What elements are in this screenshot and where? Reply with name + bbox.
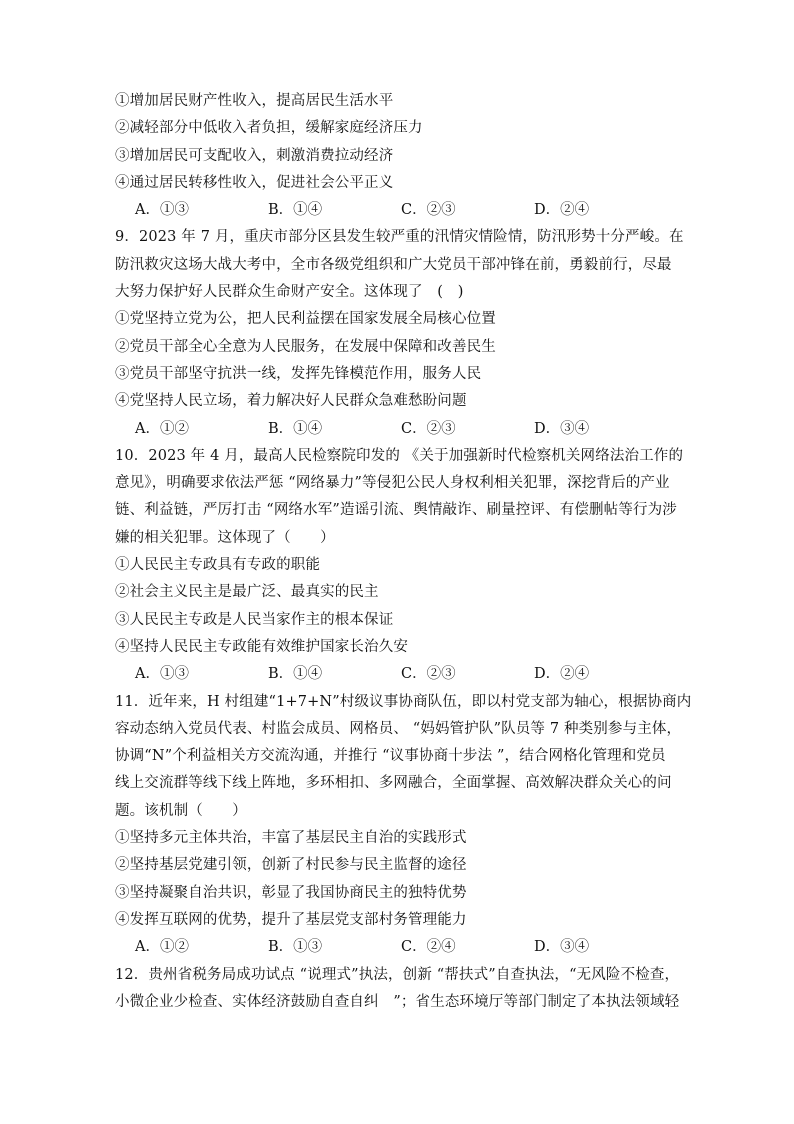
- option-d: D．③④: [534, 939, 590, 956]
- line-24: 协调“N”个利益相关方交流沟通，并推行 “议事协商十步法 ”，结合网格化管理和党员: [115, 748, 666, 765]
- line-30: ④发挥互联网的优势，提升了基层党支部村务管理能力: [115, 911, 467, 928]
- line-1: ②减轻部分中低收入者负担，缓解家庭经济压力: [115, 120, 423, 137]
- line-28: ②坚持基层党建引领，创新了村民参与民主监督的途径: [115, 857, 467, 874]
- line-0: ①增加居民财产性收入，提高居民生活水平: [115, 93, 394, 109]
- line-11: ④党坚持人民立场，着力解决好人民群众急难愁盼问题: [115, 393, 467, 410]
- option-a: A．①②: [135, 420, 189, 437]
- option-b: B．①④: [268, 420, 323, 437]
- option-c: C．②③: [401, 666, 456, 683]
- option-c: C．②④: [401, 939, 456, 956]
- line-26: 题。该机制（ ）: [115, 802, 247, 819]
- line-6: 防汛救灾这场大战大考中，全市各级党组织和广大党员干部冲锋在前，勇毅前行，尽最: [115, 256, 672, 273]
- answer-options: [115, 661, 681, 688]
- line-8: ①党坚持立党为公，把人民利益摆在国家发展全局核心位置: [115, 311, 496, 328]
- line-13: 10．2023 年 4 月，最高人民检察院印发的 《关于加强新时代检察机关网络法治工作的: [115, 447, 684, 464]
- line-29: ③坚持凝聚自治共识，彰显了我国协商民主的独特优势: [115, 884, 467, 901]
- line-19: ③人民民主专政是人民当家作主的根本保证: [115, 611, 394, 628]
- line-22: 11．近年来，H 村组建“1+7+N”村级议事协商队伍，即以村党支部为轴心，根据协商内: [115, 693, 692, 710]
- option-a: A．①③: [135, 202, 189, 219]
- line-7: 大努力保护好人民群众生命财产安全。这体现了 ( ): [115, 284, 464, 301]
- line-32: 12．贵州省税务局成功试点 “说理式”执法，创新 “帮扶式”自查执法，“无风险不检查，: [115, 966, 680, 983]
- line-5: 9．2023 年 7 月，重庆市部分区县发生较严重的汛情灾情险情，防汛形势十分严峻。在: [115, 229, 684, 246]
- line-17: ①人民民主专政具有专政的职能: [115, 557, 321, 574]
- answer-options: [115, 416, 681, 443]
- line-27: ①坚持多元主体共治，丰富了基层民主自治的实践形式: [115, 830, 467, 847]
- line-3: ④通过居民转移性收入，促进社会公平正义: [115, 174, 394, 191]
- option-a: A．①③: [135, 666, 189, 683]
- line-9: ②党员干部全心全意为人民服务，在发展中保障和改善民生: [115, 338, 496, 355]
- option-d: D．②④: [534, 666, 590, 683]
- line-33: 小微企业少检查、实体经济鼓励自查自纠 ”；省生态环境厅等部门制定了本执法领域轻: [115, 993, 680, 1010]
- document-page: [115, 88, 692, 1016]
- option-b: B．①③: [268, 939, 323, 956]
- line-23: 容动态纳入党员代表、村监会成员、网格员、 “妈妈管护队”队员等 7 种类别参与主体，: [115, 720, 682, 737]
- option-d: D．②④: [534, 202, 590, 219]
- line-20: ④坚持人民民主专政能有效维护国家长治久安: [115, 638, 408, 655]
- line-16: 嫌的相关犯罪。这体现了（ ）: [115, 529, 335, 546]
- answer-options: [115, 934, 681, 961]
- line-2: ③增加居民可支配收入，刺激消费拉动经济: [115, 147, 394, 164]
- option-a: A．①②: [135, 939, 189, 956]
- option-b: B．①④: [268, 666, 323, 683]
- option-d: D．③④: [534, 420, 590, 437]
- line-15: 链、利益链，严厉打击 “网络水军”造谣引流、舆情敲诈、刷量控评、有偿删帖等行为涉: [115, 502, 677, 519]
- option-c: C．②③: [401, 202, 456, 219]
- line-18: ②社会主义民主是最广泛、最真实的民主: [115, 584, 379, 601]
- line-10: ③党员干部坚守抗洪一线，发挥先锋模范作用，服务人民: [115, 365, 482, 382]
- option-b: B．①④: [268, 202, 323, 219]
- option-c: C．②③: [401, 420, 456, 437]
- line-25: 线上交流群等线下线上阵地，多环相扣、多网融合，全面掌握、高效解决群众关心的问: [115, 775, 672, 792]
- answer-options: [115, 197, 681, 224]
- line-14: 意见》，明确要求依法严惩 “网络暴力”等侵犯公民人身权利相关犯罪，深挖背后的产业: [115, 475, 670, 492]
